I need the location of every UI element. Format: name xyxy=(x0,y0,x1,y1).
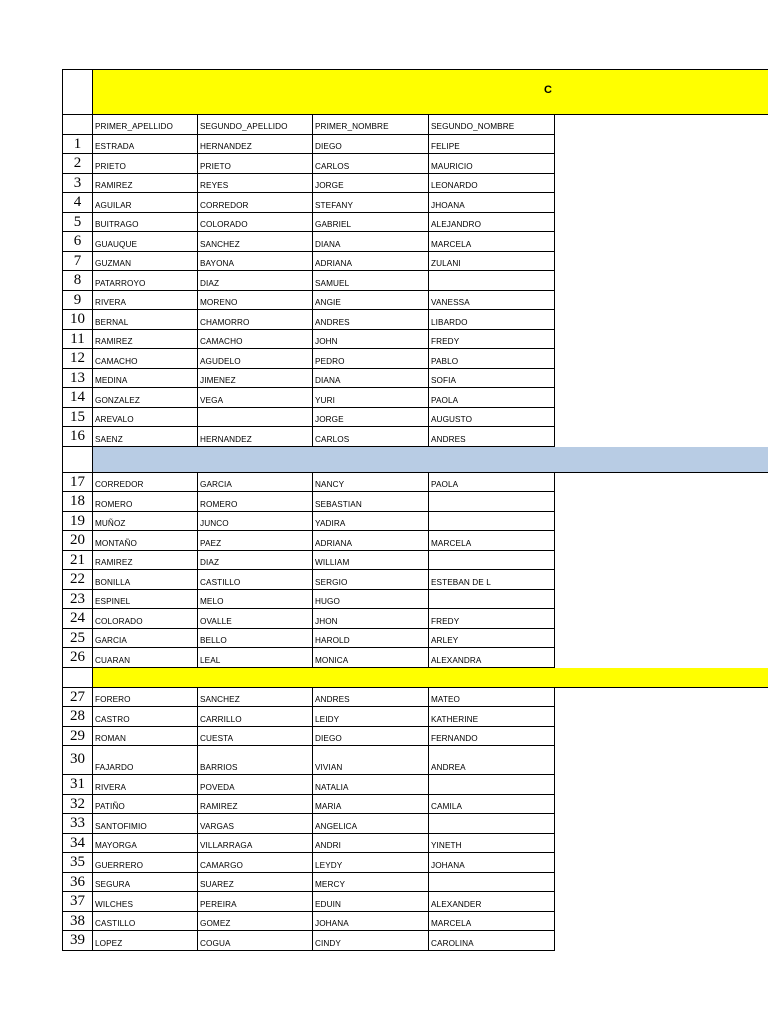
row-number: 34 xyxy=(62,834,93,854)
segundo-nombre-cell[interactable]: AUGUSTO xyxy=(429,408,555,428)
primer-nombre-cell[interactable]: MONICA xyxy=(313,648,429,668)
table-row xyxy=(62,291,768,311)
segundo-apellido-cell[interactable]: POVEDA xyxy=(198,775,313,795)
row-number: 39 xyxy=(62,931,93,951)
segundo-apellido-cell[interactable]: MELO xyxy=(198,590,313,610)
segundo-nombre-cell[interactable]: ANDRES xyxy=(429,427,555,447)
row-number: 29 xyxy=(62,727,93,747)
segundo-apellido-cell[interactable]: MORENO xyxy=(198,291,313,311)
row-number: 21 xyxy=(62,551,93,571)
row-number: 22 xyxy=(62,570,93,590)
table-row xyxy=(62,473,768,493)
table-row xyxy=(62,590,768,610)
segundo-nombre-cell[interactable]: ALEXANDER xyxy=(429,892,555,912)
primer-nombre-cell[interactable]: SERGIO xyxy=(313,570,429,590)
title-row xyxy=(62,69,768,115)
segundo-nombre-cell[interactable] xyxy=(429,551,555,571)
table-row xyxy=(62,408,768,428)
segundo-nombre-cell[interactable] xyxy=(429,271,555,291)
table-row xyxy=(62,213,768,233)
segundo-apellido-cell[interactable]: CORREDOR xyxy=(198,193,313,213)
segundo-apellido-cell[interactable]: SUAREZ xyxy=(198,873,313,893)
primer-nombre-cell[interactable]: MARIA xyxy=(313,795,429,815)
row-number: 36 xyxy=(62,873,93,893)
primer-apellido-cell[interactable]: ESTRADA xyxy=(93,135,198,155)
title-band xyxy=(93,69,768,115)
segundo-apellido-cell[interactable]: DIAZ xyxy=(198,551,313,571)
segundo-apellido-cell[interactable]: JIMENEZ xyxy=(198,369,313,389)
primer-nombre-cell[interactable]: NANCY xyxy=(313,473,429,493)
row-number: 27 xyxy=(62,688,93,708)
segundo-apellido-cell[interactable]: COGUA xyxy=(198,931,313,951)
segundo-apellido-cell[interactable]: JUNCO xyxy=(198,512,313,532)
table-row xyxy=(62,775,768,795)
segundo-nombre-cell[interactable] xyxy=(429,590,555,610)
primer-nombre-cell[interactable]: JORGE xyxy=(313,408,429,428)
row-number: 24 xyxy=(62,609,93,629)
primer-apellido-cell[interactable]: ESPINEL xyxy=(93,590,198,610)
segundo-nombre-cell[interactable]: PAOLA xyxy=(429,473,555,493)
primer-nombre-cell[interactable]: EDUIN xyxy=(313,892,429,912)
primer-nombre-cell[interactable]: VIVIAN xyxy=(313,746,429,775)
segundo-apellido-cell[interactable]: PRIETO xyxy=(198,154,313,174)
table-row xyxy=(62,629,768,649)
primer-nombre-cell[interactable]: CINDY xyxy=(313,931,429,951)
table-row xyxy=(62,834,768,854)
segundo-nombre-cell[interactable]: MARCELA xyxy=(429,232,555,252)
table-row xyxy=(62,427,768,447)
table-row xyxy=(62,174,768,194)
primer-nombre-cell[interactable]: CARLOS xyxy=(313,154,429,174)
segundo-apellido-cell[interactable]: CHAMORRO xyxy=(198,310,313,330)
segundo-nombre-cell[interactable]: CAROLINA xyxy=(429,931,555,951)
table-row xyxy=(62,551,768,571)
table-row xyxy=(62,349,768,369)
segundo-apellido-cell[interactable]: VEGA xyxy=(198,388,313,408)
table-row xyxy=(62,232,768,252)
primer-apellido-cell[interactable]: RAMIREZ xyxy=(93,551,198,571)
primer-apellido-cell[interactable]: SAENZ xyxy=(93,427,198,447)
segundo-apellido-cell[interactable]: RAMIREZ xyxy=(198,795,313,815)
primer-nombre-cell[interactable]: ADRIANA xyxy=(313,531,429,551)
corner-cell xyxy=(62,69,93,115)
row-number: 6 xyxy=(62,232,93,252)
row-number: 28 xyxy=(62,707,93,727)
segundo-apellido-cell[interactable]: BAYONA xyxy=(198,252,313,272)
row-number: 9 xyxy=(62,291,93,311)
segundo-apellido-cell[interactable]: CAMACHO xyxy=(198,330,313,350)
primer-apellido-cell[interactable]: AREVALO xyxy=(93,408,198,428)
segundo-apellido-cell[interactable]: SANCHEZ xyxy=(198,232,313,252)
primer-apellido-cell[interactable]: GARCIA xyxy=(93,629,198,649)
segundo-apellido-cell[interactable]: CAMARGO xyxy=(198,853,313,873)
primer-nombre-cell[interactable]: DIEGO xyxy=(313,727,429,747)
primer-apellido-cell[interactable]: AGUILAR xyxy=(93,193,198,213)
primer-nombre-cell[interactable]: LEIDY xyxy=(313,707,429,727)
segundo-nombre-cell[interactable]: ANDREA xyxy=(429,746,555,775)
row-number: 13 xyxy=(62,369,93,389)
primer-apellido-cell[interactable]: SANTOFIMIO xyxy=(93,814,198,834)
segundo-nombre-cell[interactable]: PAOLA xyxy=(429,388,555,408)
primer-apellido-cell[interactable]: PATARROYO xyxy=(93,271,198,291)
primer-nombre-cell[interactable]: DIANA xyxy=(313,369,429,389)
primer-apellido-cell[interactable]: RIVERA xyxy=(93,291,198,311)
row-number: 10 xyxy=(62,310,93,330)
segundo-nombre-cell[interactable] xyxy=(429,512,555,532)
row-number: 8 xyxy=(62,271,93,291)
segundo-nombre-cell[interactable]: ALEJANDRO xyxy=(429,213,555,233)
primer-nombre-cell[interactable]: JOHN xyxy=(313,330,429,350)
segundo-nombre-cell[interactable]: FERNANDO xyxy=(429,727,555,747)
table-row xyxy=(62,193,768,213)
primer-nombre-cell[interactable]: WILLIAM xyxy=(313,551,429,571)
primer-apellido-cell[interactable]: ROMAN xyxy=(93,727,198,747)
primer-apellido-cell[interactable]: CASTILLO xyxy=(93,912,198,932)
table-row xyxy=(62,512,768,532)
segundo-nombre-cell[interactable]: SOFIA xyxy=(429,369,555,389)
primer-nombre-cell[interactable]: ANDRI xyxy=(313,834,429,854)
primer-nombre-cell[interactable]: NATALIA xyxy=(313,775,429,795)
row-number: 33 xyxy=(62,814,93,834)
row-number: 30 xyxy=(62,746,93,775)
table-row xyxy=(62,873,768,893)
row-number: 2 xyxy=(62,154,93,174)
separator-num-cell xyxy=(62,668,93,688)
segundo-nombre-cell[interactable]: LEONARDO xyxy=(429,174,555,194)
primer-nombre-cell[interactable]: JHON xyxy=(313,609,429,629)
primer-nombre-cell[interactable]: ANGELICA xyxy=(313,814,429,834)
segundo-nombre-cell[interactable]: FREDY xyxy=(429,330,555,350)
segundo-apellido-cell[interactable]: VILLARRAGA xyxy=(198,834,313,854)
segundo-apellido-cell[interactable]: PEREIRA xyxy=(198,892,313,912)
spreadsheet xyxy=(62,69,768,951)
row-number: 12 xyxy=(62,349,93,369)
segundo-nombre-cell[interactable]: JOHANA xyxy=(429,853,555,873)
row-number: 31 xyxy=(62,775,93,795)
primer-nombre-cell[interactable]: SEBASTIAN xyxy=(313,492,429,512)
segundo-nombre-cell[interactable]: KATHERINE xyxy=(429,707,555,727)
segundo-nombre-cell[interactable]: ALEXANDRA xyxy=(429,648,555,668)
table-row xyxy=(62,369,768,389)
primer-nombre-cell[interactable]: MERCY xyxy=(313,873,429,893)
segundo-nombre-cell[interactable]: ZULANI xyxy=(429,252,555,272)
primer-nombre-cell[interactable]: YADIRA xyxy=(313,512,429,532)
table-row xyxy=(62,648,768,668)
table-row xyxy=(62,892,768,912)
row-number: 19 xyxy=(62,512,93,532)
table-row xyxy=(62,570,768,590)
row-number: 37 xyxy=(62,892,93,912)
segundo-nombre-cell[interactable]: ESTEBAN DE L xyxy=(429,570,555,590)
row-number: 35 xyxy=(62,853,93,873)
table-row xyxy=(62,492,768,512)
row-number: 18 xyxy=(62,492,93,512)
table-row xyxy=(62,814,768,834)
segundo-apellido-cell[interactable]: GOMEZ xyxy=(198,912,313,932)
primer-apellido-cell[interactable]: MONTAÑO xyxy=(93,531,198,551)
header-primer-nombre[interactable]: PRIMER_NOMBRE xyxy=(313,115,429,135)
row-number: 20 xyxy=(62,531,93,551)
primer-apellido-cell[interactable]: MUÑOZ xyxy=(93,512,198,532)
header-segundo-nombre[interactable]: SEGUNDO_NOMBRE xyxy=(429,115,555,135)
group-1-rows xyxy=(62,135,768,447)
primer-apellido-cell[interactable]: MEDINA xyxy=(93,369,198,389)
segundo-nombre-cell[interactable] xyxy=(429,492,555,512)
primer-apellido-cell[interactable]: CAMACHO xyxy=(93,349,198,369)
row-number: 3 xyxy=(62,174,93,194)
row-number: 15 xyxy=(62,408,93,428)
segundo-nombre-cell[interactable]: VANESSA xyxy=(429,291,555,311)
segundo-apellido-cell[interactable]: SANCHEZ xyxy=(198,688,313,708)
row-number: 32 xyxy=(62,795,93,815)
primer-apellido-cell[interactable]: PRIETO xyxy=(93,154,198,174)
segundo-apellido-cell[interactable]: CASTILLO xyxy=(198,570,313,590)
segundo-apellido-cell[interactable]: HERNANDEZ xyxy=(198,135,313,155)
row-number: 1 xyxy=(62,135,93,155)
primer-apellido-cell[interactable]: RAMIREZ xyxy=(93,174,198,194)
primer-nombre-cell[interactable]: ANDRES xyxy=(313,688,429,708)
segundo-apellido-cell[interactable]: BARRIOS xyxy=(198,746,313,775)
segundo-nombre-cell[interactable] xyxy=(429,814,555,834)
header-row xyxy=(62,115,768,135)
row-number: 26 xyxy=(62,648,93,668)
primer-apellido-cell[interactable]: FORERO xyxy=(93,688,198,708)
segundo-apellido-cell[interactable]: DIAZ xyxy=(198,271,313,291)
segundo-nombre-cell[interactable]: MARCELA xyxy=(429,531,555,551)
group-2-rows xyxy=(62,473,768,668)
primer-apellido-cell[interactable]: SEGURA xyxy=(93,873,198,893)
segundo-apellido-cell[interactable]: ROMERO xyxy=(198,492,313,512)
segundo-apellido-cell[interactable] xyxy=(198,408,313,428)
row-number: 11 xyxy=(62,330,93,350)
table-row xyxy=(62,707,768,727)
primer-nombre-cell[interactable]: CARLOS xyxy=(313,427,429,447)
separator-row-blue xyxy=(62,447,768,473)
primer-apellido-cell[interactable]: CORREDOR xyxy=(93,473,198,493)
separator-band-blue xyxy=(93,447,768,473)
primer-apellido-cell[interactable]: ROMERO xyxy=(93,492,198,512)
table-row xyxy=(62,795,768,815)
primer-nombre-cell[interactable]: GABRIEL xyxy=(313,213,429,233)
row-number: 38 xyxy=(62,912,93,932)
primer-apellido-cell[interactable]: COLORADO xyxy=(93,609,198,629)
segundo-apellido-cell[interactable]: AGUDELO xyxy=(198,349,313,369)
segundo-nombre-cell[interactable] xyxy=(429,775,555,795)
row-number: 7 xyxy=(62,252,93,272)
table-row xyxy=(62,135,768,155)
separator-row-yellow xyxy=(62,668,768,688)
row-number: 25 xyxy=(62,629,93,649)
table-row xyxy=(62,688,768,708)
primer-apellido-cell[interactable]: WILCHES xyxy=(93,892,198,912)
segundo-nombre-cell[interactable]: FELIPE xyxy=(429,135,555,155)
primer-nombre-cell[interactable]: YURI xyxy=(313,388,429,408)
primer-nombre-cell[interactable]: STEFANY xyxy=(313,193,429,213)
primer-nombre-cell[interactable]: ADRIANA xyxy=(313,252,429,272)
primer-apellido-cell[interactable]: PATIÑO xyxy=(93,795,198,815)
row-number: 17 xyxy=(62,473,93,493)
primer-apellido-cell[interactable]: RIVERA xyxy=(93,775,198,795)
primer-nombre-cell[interactable]: ANGIE xyxy=(313,291,429,311)
primer-apellido-cell[interactable]: BERNAL xyxy=(93,310,198,330)
segundo-nombre-cell[interactable]: MARCELA xyxy=(429,912,555,932)
segundo-apellido-cell[interactable]: BELLO xyxy=(198,629,313,649)
segundo-apellido-cell[interactable]: PAEZ xyxy=(198,531,313,551)
segundo-nombre-cell[interactable]: ARLEY xyxy=(429,629,555,649)
primer-nombre-cell[interactable]: JORGE xyxy=(313,174,429,194)
segundo-apellido-cell[interactable]: LEAL xyxy=(198,648,313,668)
table-row xyxy=(62,271,768,291)
segundo-apellido-cell[interactable]: GARCIA xyxy=(198,473,313,493)
table-row xyxy=(62,388,768,408)
primer-apellido-cell[interactable]: GONZALEZ xyxy=(93,388,198,408)
primer-apellido-cell[interactable]: FAJARDO xyxy=(93,746,198,775)
table-row xyxy=(62,746,768,775)
sheet-title: C xyxy=(544,84,552,96)
segundo-nombre-cell[interactable]: JHOANA xyxy=(429,193,555,213)
segundo-nombre-cell[interactable] xyxy=(429,873,555,893)
primer-apellido-cell[interactable]: CASTRO xyxy=(93,707,198,727)
primer-apellido-cell[interactable]: GUAUQUE xyxy=(93,232,198,252)
header-primer-apellido[interactable]: PRIMER_APELLIDO xyxy=(93,115,198,135)
primer-nombre-cell[interactable]: DIANA xyxy=(313,232,429,252)
table-row xyxy=(62,931,768,951)
table-row xyxy=(62,609,768,629)
segundo-nombre-cell[interactable]: MAURICIO xyxy=(429,154,555,174)
table-row xyxy=(62,310,768,330)
primer-nombre-cell[interactable]: HAROLD xyxy=(313,629,429,649)
segundo-nombre-cell[interactable]: PABLO xyxy=(429,349,555,369)
primer-apellido-cell[interactable]: GUZMAN xyxy=(93,252,198,272)
separator-num-cell xyxy=(62,447,93,473)
segundo-nombre-cell[interactable]: CAMILA xyxy=(429,795,555,815)
table-row xyxy=(62,853,768,873)
table-row xyxy=(62,727,768,747)
row-number: 16 xyxy=(62,427,93,447)
primer-nombre-cell[interactable]: DIEGO xyxy=(313,135,429,155)
segundo-apellido-cell[interactable]: REYES xyxy=(198,174,313,194)
table-row xyxy=(62,154,768,174)
primer-nombre-cell[interactable]: SAMUEL xyxy=(313,271,429,291)
row-number: 5 xyxy=(62,213,93,233)
header-segundo-apellido[interactable]: SEGUNDO_APELLIDO xyxy=(198,115,313,135)
table-row xyxy=(62,531,768,551)
segundo-apellido-cell[interactable]: CARRILLO xyxy=(198,707,313,727)
separator-band-yellow xyxy=(93,668,768,688)
table-row xyxy=(62,330,768,350)
primer-apellido-cell[interactable]: LOPEZ xyxy=(93,931,198,951)
header-num-cell xyxy=(62,115,93,135)
row-number: 14 xyxy=(62,388,93,408)
primer-apellido-cell[interactable]: RAMIREZ xyxy=(93,330,198,350)
primer-apellido-cell[interactable]: GUERRERO xyxy=(93,853,198,873)
primer-apellido-cell[interactable]: MAYORGA xyxy=(93,834,198,854)
primer-nombre-cell[interactable]: PEDRO xyxy=(313,349,429,369)
row-number: 4 xyxy=(62,193,93,213)
primer-nombre-cell[interactable]: ANDRES xyxy=(313,310,429,330)
segundo-nombre-cell[interactable]: LIBARDO xyxy=(429,310,555,330)
segundo-apellido-cell[interactable]: COLORADO xyxy=(198,213,313,233)
primer-apellido-cell[interactable]: BONILLA xyxy=(93,570,198,590)
segundo-apellido-cell[interactable]: VARGAS xyxy=(198,814,313,834)
primer-apellido-cell[interactable]: BUITRAGO xyxy=(93,213,198,233)
row-number: 23 xyxy=(62,590,93,610)
primer-nombre-cell[interactable]: JOHANA xyxy=(313,912,429,932)
primer-nombre-cell[interactable]: LEYDY xyxy=(313,853,429,873)
segundo-apellido-cell[interactable]: CUESTA xyxy=(198,727,313,747)
primer-nombre-cell[interactable]: HUGO xyxy=(313,590,429,610)
group-3-rows xyxy=(62,688,768,951)
segundo-nombre-cell[interactable]: YINETH xyxy=(429,834,555,854)
segundo-nombre-cell[interactable]: MATEO xyxy=(429,688,555,708)
primer-apellido-cell[interactable]: CUARAN xyxy=(93,648,198,668)
segundo-apellido-cell[interactable]: OVALLE xyxy=(198,609,313,629)
table-row xyxy=(62,252,768,272)
table-row xyxy=(62,912,768,932)
segundo-nombre-cell[interactable]: FREDY xyxy=(429,609,555,629)
segundo-apellido-cell[interactable]: HERNANDEZ xyxy=(198,427,313,447)
